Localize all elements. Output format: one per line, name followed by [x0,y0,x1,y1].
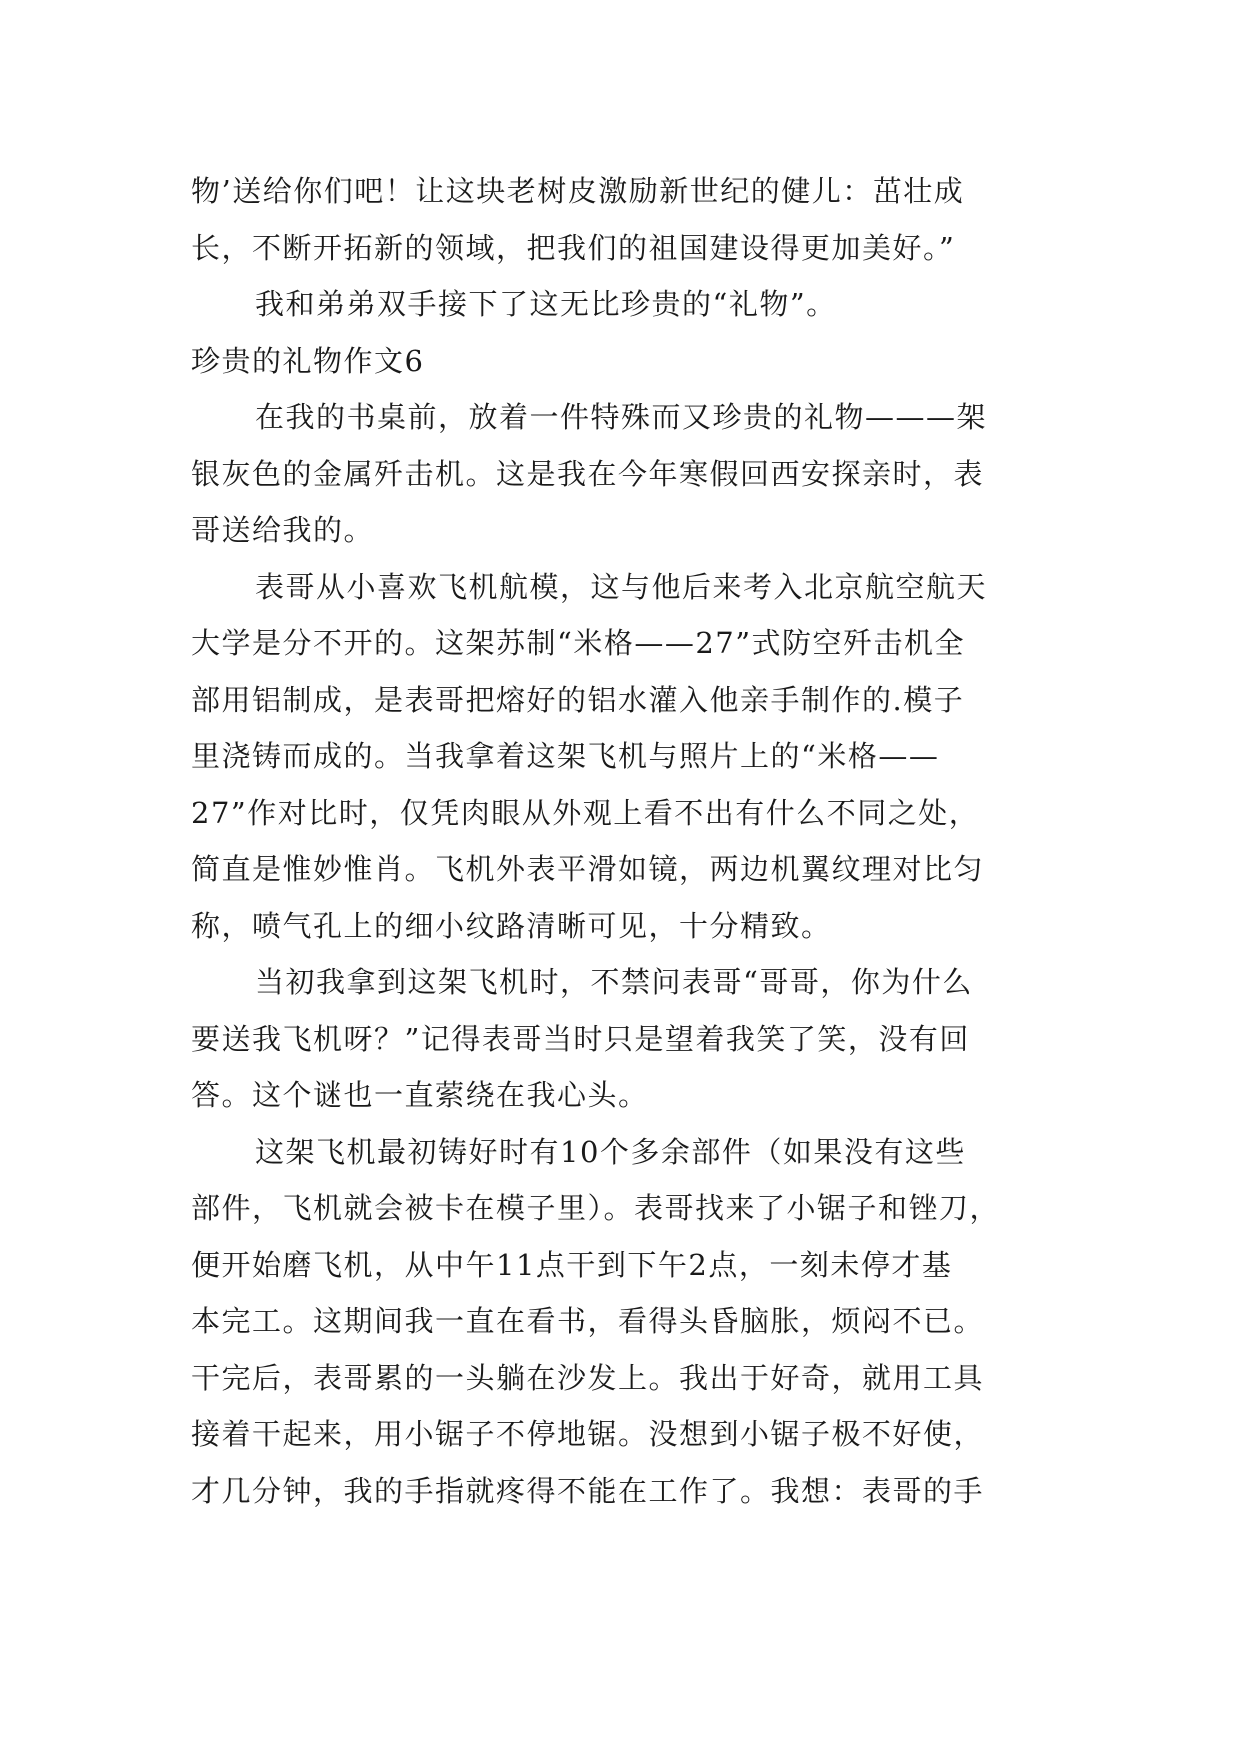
text-line: 称，喷气孔上的细小纹路清晰可见，十分精致。 [191,908,832,943]
text-line: 在我的书桌前，放着一件特殊而又珍贵的礼物———架 [255,400,988,434]
text-line: 长，不断开拓新的领域，把我们的祖国建设得更加美好。” [191,230,956,265]
text-line: 本完工。这期间我一直在看书，看得头昏脑胀，烦闷不已。 [191,1304,985,1338]
text-line: 便开始磨飞机，从中午11点干到下午2点，一刻未停才基 [191,1247,953,1282]
text-line: 银灰色的金属歼击机。这是我在今年寒假回西安探亲时，表 [191,456,985,491]
text-line: 接着干起来，用小锯子不停地锯。没想到小锯子极不好使， [191,1417,985,1451]
text-line: 部用铝制成，是表哥把熔好的铝水灌入他亲手制作的.模子 [191,682,965,717]
text-line: 简直是惟妙惟肖。飞机外表平滑如镜，两边机翼纹理对比匀 [191,852,985,886]
text-line: 哥送给我的。 [191,513,375,547]
text-line: 要送我飞机呀？”记得表哥当时只是望着我笑了笑，没有回 [191,1021,970,1056]
text-line: 当初我拿到这架飞机时，不禁问表哥“哥哥，你为什么 [255,965,973,999]
text-line: 表哥从小喜欢飞机航模，这与他后来考入北京航空航天 [255,569,988,604]
text-line: 这架飞机最初铸好时有10个多余部件（如果没有这些 [255,1134,966,1169]
text-line: 物’送给你们吧！让这块老树皮激励新世纪的健儿：茁壮成 [191,174,965,208]
text-line: 答。这个谜也一直萦绕在我心头。 [191,1078,649,1112]
section-heading: 珍贵的礼物作文6 [191,343,425,378]
text-line: 部件，飞机就会被卡在模子里）。表哥找来了小锯子和锉刀， [191,1191,1001,1225]
text-line: 干完后，表哥累的一头躺在沙发上。我出于好奇，就用工具 [191,1360,985,1395]
text-line: 27”作对比时，仅凭肉眼从外观上看不出有什么不同之处， [191,795,980,830]
text-line: 大学是分不开的。这架苏制“米格——27”式防空歼击机全 [191,626,966,660]
essay-text [191,163,1051,1519]
text-line: 我和弟弟双手接下了这无比珍贵的“礼物”。 [255,287,837,321]
text-line: 里浇铸而成的。当我拿着这架飞机与照片上的“米格—— [191,739,940,773]
text-line: 才几分钟，我的手指就疼得不能在工作了。我想：表哥的手 [191,1473,985,1508]
